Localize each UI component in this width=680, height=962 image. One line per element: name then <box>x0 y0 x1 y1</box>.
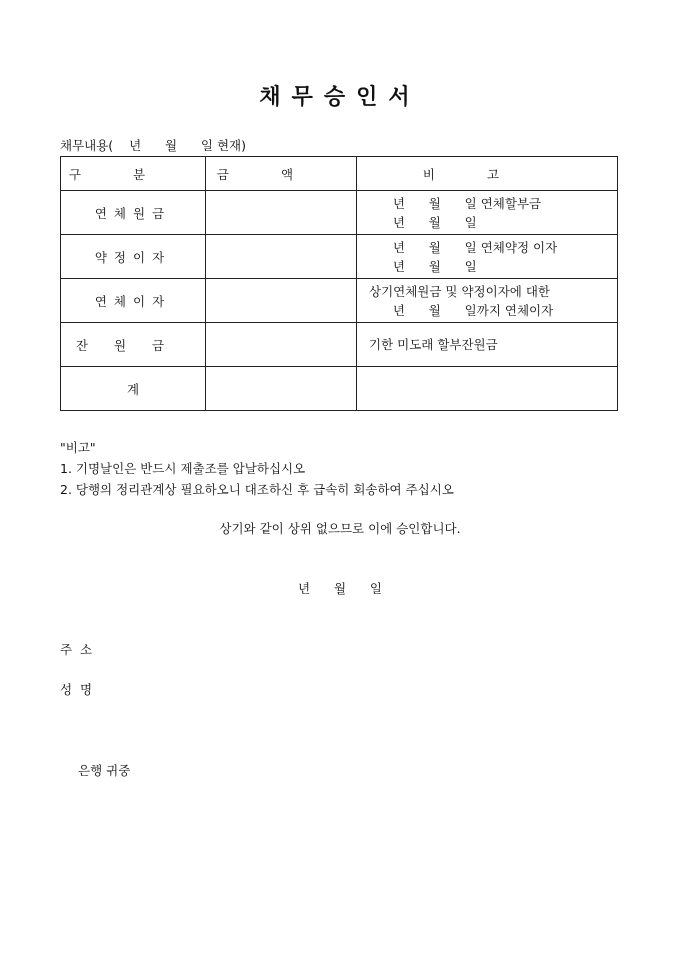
amount-cell <box>206 191 357 235</box>
note-line: 년 월 일 연체할부금 <box>369 195 542 211</box>
table-row <box>61 191 618 235</box>
note-line: 년 월 일 <box>369 214 477 230</box>
note-line: 기한 미도래 할부잔원금 <box>369 337 498 352</box>
note-line: 년 월 일 연체약정 이자 <box>369 239 558 255</box>
row-label: 약정이자 <box>61 235 206 279</box>
amount-cell <box>206 279 357 323</box>
header-remarks: 비고 <box>357 157 618 191</box>
document-title: 채무승인서 <box>259 84 421 110</box>
note-line: 상기연체원금 및 약정이자에 대한 <box>369 283 550 299</box>
note-cell <box>357 191 618 235</box>
amount-cell <box>206 367 357 411</box>
address-label: 주 소 <box>60 642 93 657</box>
note-cell <box>357 367 618 411</box>
row-label: 잔원금 <box>61 323 206 367</box>
header-category: 구분 <box>61 157 206 191</box>
confirmation-statement: 상기와 같이 상위 없으므로 이에 승인합니다. <box>219 521 461 536</box>
name-label: 성 명 <box>60 682 93 697</box>
row-label: 계 <box>61 367 206 411</box>
header-amount: 금액 <box>206 157 357 191</box>
note-line: 년 월 일 <box>369 258 477 274</box>
signature-date: 년 월 일 <box>298 581 382 596</box>
table-row <box>61 279 618 323</box>
table-row <box>61 323 618 367</box>
debt-content-date-line: 채무내용( 년 월 일 현재) <box>60 138 246 153</box>
remark-item: 2. 당행의 정리관계상 필요하오니 대조하신 후 급속히 회송하여 주십시오 <box>60 482 454 497</box>
addressee: 은행 귀중 <box>78 763 131 778</box>
amount-cell <box>206 235 357 279</box>
note-cell <box>357 279 618 323</box>
table-row <box>61 235 618 279</box>
note-cell <box>357 323 618 367</box>
debt-table <box>60 156 618 411</box>
table-row <box>61 367 618 411</box>
remarks-heading: "비고" <box>60 440 96 455</box>
remark-item: 1. 기명날인은 반드시 제출조를 압날하십시오 <box>60 461 306 476</box>
note-line: 년 월 일까지 연체이자 <box>369 302 554 318</box>
row-label: 연체이자 <box>61 279 206 323</box>
row-label: 연체원금 <box>61 191 206 235</box>
note-cell <box>357 235 618 279</box>
amount-cell <box>206 323 357 367</box>
